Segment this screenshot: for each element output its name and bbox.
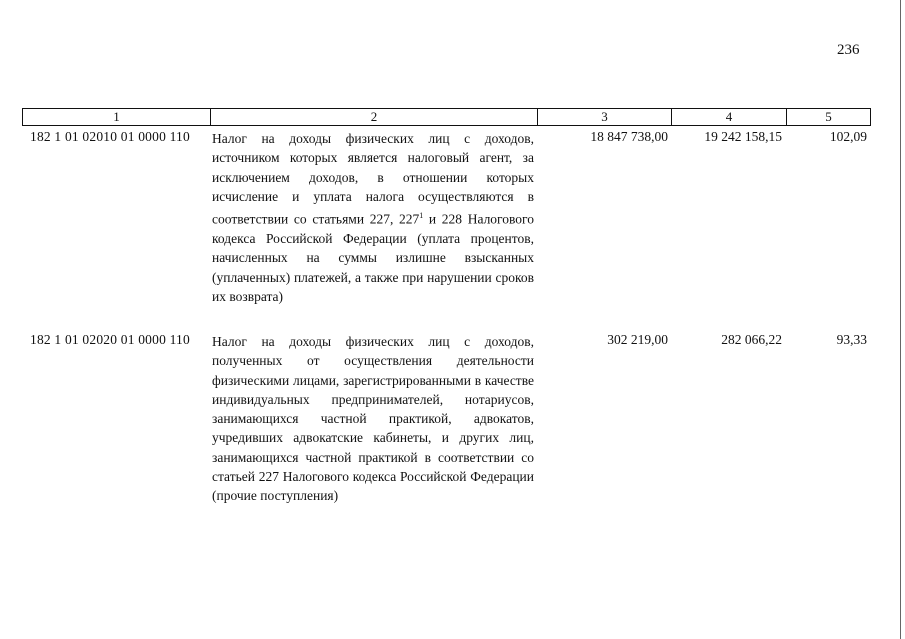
page-number: 236 [837, 42, 860, 58]
value-col4: 19 242 158,15 [704, 129, 782, 144]
row-description [212, 129, 534, 306]
description-text: Налог на доходы физических лиц с доходов, источником которых является налоговый агент, за исключением доходов, в отношении которых исчисление и уплата налога осуществляются в соответствии со статьями 227, 227 [212, 131, 534, 227]
header-cell-5: 5 [825, 109, 832, 124]
description-text: и 228 Налогового кодекса Российской Федерации (уплата процентов, начисленных на суммы излишне взысканных (уплаченных) платежей, а также при нарушении сроков их возврата) [212, 211, 534, 304]
header-cell-2: 2 [370, 109, 378, 124]
budget-code: 182 1 01 02020 01 0000 110 [30, 332, 190, 347]
value-col4: 282 066,22 [721, 332, 782, 347]
header-cell-1: 1 [113, 109, 120, 124]
value-col3: 18 847 738,00 [590, 129, 668, 144]
budget-code: 182 1 01 02010 01 0000 110 [30, 129, 190, 144]
header-cell-3: 3 [601, 109, 608, 124]
row-description [212, 332, 534, 506]
value-col5: 102,09 [829, 129, 867, 144]
table-header-row [22, 108, 871, 126]
header-cell-4: 4 [725, 109, 733, 124]
value-col3: 302 219,00 [607, 332, 668, 347]
value-col5: 93,33 [836, 332, 867, 347]
page-edge-line [900, 0, 901, 639]
description-superscript: 1 [419, 211, 424, 221]
description-text: Налог на доходы физических лиц с доходов, полученных от осуществления деятельности физическими лицами, зарегистрированными в качестве индивидуальных предпринимателей, нотариусов, занимающихся частной практикой, адвокатов, учредивших адвокатские кабинеты, и других лиц, занимающихся частной практикой в соответствии со статьей 227 Налогового кодекса Российской Федерации (прочие поступления) [212, 334, 534, 504]
